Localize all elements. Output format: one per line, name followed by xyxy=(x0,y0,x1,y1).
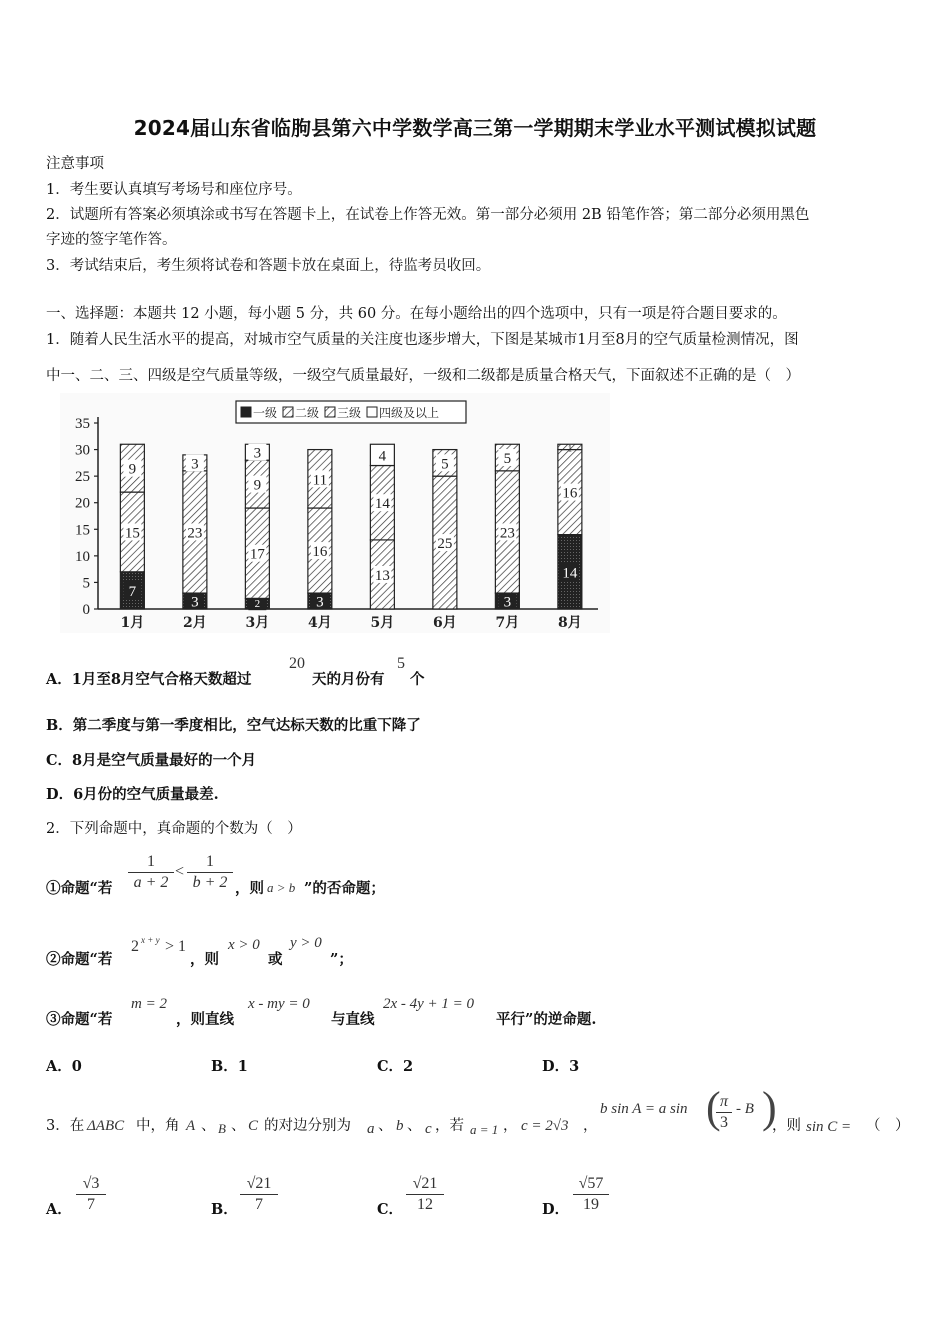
y-tick-label: 30 xyxy=(75,442,90,459)
q2-p3-mid: ，则直线 xyxy=(176,1011,234,1028)
data-label: 13 xyxy=(374,567,390,584)
q3-answer-paren: （ ） xyxy=(866,1118,910,1134)
q2-p2-base: 2 xyxy=(131,938,139,955)
notice-item-1: 1．考生要认真填写考场号和座位序号。 xyxy=(46,182,302,198)
legend-swatch xyxy=(325,407,335,417)
q2-p2-pre: ②命题“若 xyxy=(46,951,113,968)
x-tick-label: 2月 xyxy=(183,615,207,631)
data-label: 25 xyxy=(437,536,453,553)
data-label: 2 xyxy=(254,598,261,611)
q3-angle-c: C xyxy=(248,1118,259,1134)
q3-triangle: ΔABC xyxy=(87,1118,125,1134)
data-label: 3 xyxy=(191,456,199,473)
q3-pi-over-3 xyxy=(716,1092,732,1133)
q2-stem: 2．下列命题中，真命题的个数为（ ） xyxy=(46,821,302,837)
y-tick-label: 35 xyxy=(75,416,90,432)
y-tick-label: 10 xyxy=(75,548,90,565)
data-label: 17 xyxy=(249,546,265,563)
q2-p3-post: 平行”的逆命题. xyxy=(496,1011,597,1028)
q2-option-b: B．1 xyxy=(211,1058,248,1075)
q3-pre: 3．在 xyxy=(46,1118,85,1134)
y-tick-label: 5 xyxy=(82,575,90,592)
data-label: 23 xyxy=(187,525,203,542)
q3-right-paren: ) xyxy=(762,1083,777,1132)
legend-label: 四级及以上 xyxy=(379,406,440,420)
data-label: 11 xyxy=(312,472,328,489)
data-label: 5 xyxy=(441,456,449,473)
fraction-numerator: √21 xyxy=(412,1175,438,1192)
q3-c-eq: c = 2√3 xyxy=(521,1118,569,1134)
q2-option-a: A．0 xyxy=(46,1058,82,1075)
q2-p1-fraction-b xyxy=(187,852,233,893)
q1-option-b: B．第二季度与第一季度相比，空气达标天数的比重下降了 xyxy=(46,717,421,734)
y-tick-label: 15 xyxy=(75,522,90,539)
q3-side-c: c xyxy=(425,1121,432,1137)
page-title: 2024届山东省临朐县第六中学数学高三第一学期期末学业水平测试模拟试题 xyxy=(133,116,817,140)
notice-heading: 注意事项 xyxy=(46,156,104,172)
legend-swatch xyxy=(367,407,377,417)
q3-equation-left: b sin A = a sin xyxy=(600,1101,688,1117)
data-label: 1 xyxy=(567,443,573,454)
fraction-numerator: 1 xyxy=(206,853,214,870)
q2-p3-line2: 2x - 4y + 1 = 0 xyxy=(383,996,475,1012)
fraction-numerator: 1 xyxy=(147,853,155,870)
data-label: 15 xyxy=(124,525,140,542)
x-tick-label: 4月 xyxy=(308,615,332,631)
data-label: 3 xyxy=(316,594,324,611)
q2-p2-exp: x + y xyxy=(141,935,160,945)
q3-t2: 的对边分别为 xyxy=(264,1118,351,1134)
y-tick-label: 25 xyxy=(75,469,90,486)
q2-option-c: C．2 xyxy=(377,1058,414,1075)
q2-p3-m: m = 2 xyxy=(131,996,167,1012)
q3-t3: ，若 xyxy=(435,1118,464,1134)
q3-option-c-value xyxy=(406,1174,444,1215)
q3-left-paren: ( xyxy=(706,1083,721,1132)
x-tick-label: 7月 xyxy=(495,615,520,631)
q1-option-a xyxy=(46,668,251,689)
q3-comma1: ， xyxy=(503,1118,518,1134)
data-label: 3 xyxy=(191,594,199,611)
q1-option-a-n1: 20 xyxy=(289,655,305,672)
fraction-numerator: π xyxy=(719,1093,728,1110)
q3-comma2: ， xyxy=(583,1118,598,1134)
data-label: 16 xyxy=(562,485,578,502)
q2-p2-post: ”； xyxy=(330,951,353,968)
q2-option-d: D．3 xyxy=(542,1058,580,1075)
q2-p1-post: ”的否命题； xyxy=(304,880,385,897)
legend-swatch xyxy=(241,407,251,417)
q2-p2-or: 或 xyxy=(268,951,283,968)
data-label: 9 xyxy=(128,461,137,478)
fraction-denominator: 7 xyxy=(255,1196,263,1213)
q3-side-a: a xyxy=(367,1121,375,1137)
q3-option-b-label: B． xyxy=(211,1201,238,1218)
data-label: 3 xyxy=(503,594,512,611)
fraction-denominator: 3 xyxy=(720,1114,728,1131)
q3-a-eq-1: a = 1 xyxy=(470,1122,499,1137)
q1-option-a-n2: 5 xyxy=(397,655,405,672)
x-tick-label: 1月 xyxy=(120,615,145,631)
q3-option-d-label: D． xyxy=(542,1201,570,1218)
q1-option-a-mid: 天的月份有 xyxy=(312,671,385,688)
data-label: 3 xyxy=(253,445,262,462)
legend-swatch xyxy=(283,407,293,417)
q3-option-a-label: A． xyxy=(46,1201,72,1218)
q2-p1-lt: < xyxy=(175,863,185,880)
data-label: 23 xyxy=(499,525,515,542)
q3-option-b-value xyxy=(240,1174,278,1215)
y-tick-label: 0 xyxy=(82,602,90,618)
q1-option-c: C．8月是空气质量最好的一个月 xyxy=(46,752,257,769)
fraction-denominator: a + 2 xyxy=(133,874,169,891)
q1-stem-line2: 中一、二、三、四级是空气质量等级，一级空气质量最好，一级和二级都是质量合格天气，下面叙述不正确的是（ ） xyxy=(46,368,800,384)
section-heading: 一、选择题：本题共 12 小题，每小题 5 分，共 60 分。在每小题给出的四个选项中，只有一项是符合题目要求的。 xyxy=(46,306,787,322)
legend-label: 一级 xyxy=(253,406,278,420)
notice-item-2-cont: 字迹的签字笔作答。 xyxy=(46,232,177,248)
q2-p2-mid: ，则 xyxy=(190,951,219,968)
data-label: 7 xyxy=(128,583,137,600)
q3-sep1: 、 xyxy=(201,1118,216,1134)
data-label: 5 xyxy=(503,451,512,468)
data-label: 4 xyxy=(378,448,387,465)
fraction-denominator: 19 xyxy=(583,1196,599,1213)
q3-sep2: 、 xyxy=(231,1118,246,1134)
air-quality-chart xyxy=(60,393,610,633)
q3-option-a-value xyxy=(76,1174,106,1215)
q2-p2-gt: > 1 xyxy=(165,938,187,955)
x-tick-label: 6月 xyxy=(433,615,457,631)
q2-p1-pre: ①命题“若 xyxy=(46,880,113,897)
q3-t4: ，则 xyxy=(772,1118,801,1134)
q3-option-c-label: C． xyxy=(377,1201,404,1218)
legend-label: 三级 xyxy=(337,406,362,420)
y-tick-label: 20 xyxy=(75,495,90,512)
data-label: 14 xyxy=(374,496,390,513)
q3-angle-a: A xyxy=(186,1118,196,1134)
data-label: 14 xyxy=(562,565,578,582)
q2-p1-fraction-a xyxy=(128,852,174,893)
q3-sin-c: sin C = xyxy=(806,1119,852,1135)
legend-label: 二级 xyxy=(295,406,320,420)
q3-minus-b: - B xyxy=(736,1101,754,1117)
data-label: 9 xyxy=(253,477,262,494)
x-tick-label: 5月 xyxy=(370,615,395,631)
q2-p2-x: x > 0 xyxy=(228,937,260,953)
q2-p2-y: y > 0 xyxy=(290,935,322,951)
q3-t1: 中，角 xyxy=(136,1118,180,1134)
q1-option-a-post: 个 xyxy=(410,671,425,688)
fraction-denominator: 12 xyxy=(417,1196,433,1213)
q1-stem-line1: 1．随着人民生活水平的提高，对城市空气质量的关注度也逐步增大，下图是某城市1月至8月的空气质量检测情况，图 xyxy=(46,332,799,348)
q2-p3-pre: ③命题“若 xyxy=(46,1011,113,1028)
x-tick-label: 8月 xyxy=(558,615,582,631)
fraction-numerator: √3 xyxy=(82,1175,100,1192)
q3-sep4: 、 xyxy=(407,1118,422,1134)
fraction-denominator: b + 2 xyxy=(192,874,228,891)
q2-p3-line1: x - my = 0 xyxy=(248,996,310,1012)
q3-side-b: b xyxy=(396,1118,404,1134)
q1-option-a-pre: A．1月至8月空气合格天数超过 xyxy=(46,671,252,688)
fraction-numerator: √57 xyxy=(578,1175,604,1192)
q3-sep3: 、 xyxy=(378,1118,393,1134)
data-label: 16 xyxy=(312,544,328,561)
q2-p1-cond: a > b xyxy=(267,880,296,895)
q1-option-d: D．6月份的空气质量最差. xyxy=(46,786,219,803)
q3-angle-b: B xyxy=(218,1121,226,1136)
notice-item-2: 2．试题所有答案必须填涂或书写在答题卡上，在试卷上作答无效。第一部分必须用 2B 铅笔作答；第二部分必须用黑色 xyxy=(46,207,810,223)
q2-p3-with: 与直线 xyxy=(331,1011,375,1028)
fraction-numerator: √21 xyxy=(246,1175,272,1192)
q2-p1-mid: ，则 xyxy=(235,880,264,897)
q3-option-d-value xyxy=(573,1174,609,1215)
fraction-denominator: 7 xyxy=(87,1196,95,1213)
x-tick-label: 3月 xyxy=(245,615,270,631)
notice-item-3: 3．考试结束后，考生须将试卷和答题卡放在桌面上，待监考员收回。 xyxy=(46,258,491,274)
